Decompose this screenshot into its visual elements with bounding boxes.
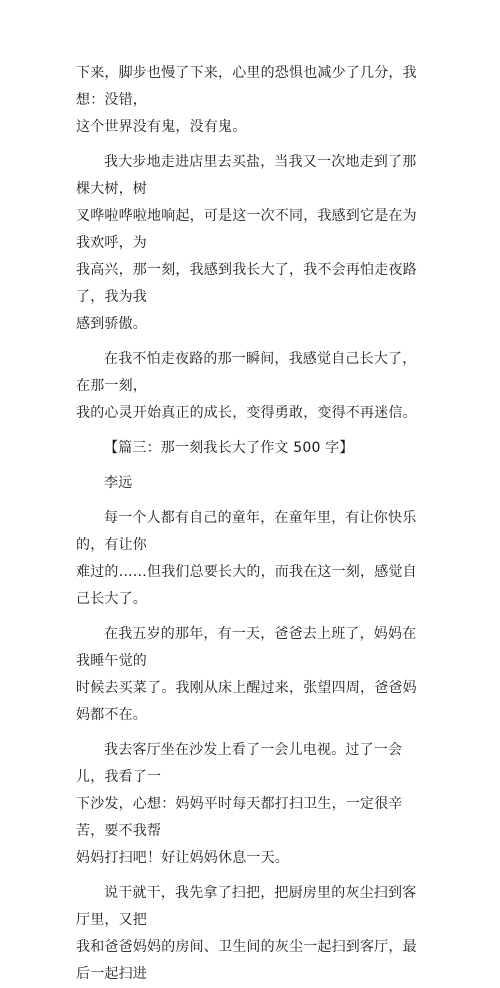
author-name <box>76 470 424 497</box>
paragraph-1 <box>76 60 424 141</box>
text-line: 在我不怕走夜路的那一瞬间，我感觉自己长大了，在那一刻， <box>76 351 417 394</box>
section-title <box>76 435 424 462</box>
paragraph-6 <box>76 737 424 872</box>
text-line: 下来，脚步也慢了下来，心里的恐惧也减少了几分，我想：没错， <box>76 65 417 108</box>
section-title-text: 【篇三：那一刻我长大了作文 500 字】 <box>104 440 354 456</box>
paragraph-7 <box>76 880 424 988</box>
text-line: 每一个人都有自己的童年，在童年里，有让你快乐的，有让你 <box>76 510 417 553</box>
paragraph-3 <box>76 346 424 427</box>
text-line: 难过的……但我们总要长大的，而我在这一刻，感觉自己长大了。 <box>76 564 417 607</box>
paragraph-5 <box>76 621 424 729</box>
text-line: 我的心灵开始真正的成长，变得勇敢，变得不再迷信。 <box>76 405 417 421</box>
paragraph-4 <box>76 505 424 613</box>
text-line: 在我五岁的那年，有一天，爸爸去上班了，妈妈在我睡午觉的 <box>76 626 417 669</box>
author-name-text: 李远 <box>104 475 133 491</box>
text-line: 我高兴，那一刻，我感到我长大了，我不会再怕走夜路了，我为我 <box>76 262 417 305</box>
text-line: 叉哗啦哗啦地响起，可是这一次不同，我感到它是在为我欢呼，为 <box>76 208 417 251</box>
text-line: 说干就干，我先拿了扫把，把厨房里的灰尘扫到客厅里，又把 <box>76 885 417 928</box>
text-line: 我去客厅坐在沙发上看了一会儿电视。过了一会儿，我看了一 <box>76 742 403 785</box>
paragraph-2 <box>76 149 424 338</box>
text-line: 时候去买菜了。我刚从床上醒过来，张望四周，爸爸妈妈都不在。 <box>76 680 417 723</box>
text-line: 这个世界没有鬼，没有鬼。 <box>76 119 247 135</box>
text-line: 感到骄傲。 <box>76 316 147 332</box>
text-line: 我大步地走进店里去买盐，当我又一次地走到了那棵大树，树 <box>76 154 417 197</box>
text-line: 下沙发，心想：妈妈平时每天都打扫卫生，一定很辛苦，要不我帮 <box>76 796 403 839</box>
text-line: 妈妈打扫吧！好让妈妈休息一天。 <box>76 850 289 866</box>
text-line: 我和爸爸妈妈的房间、卫生间的灰尘一起扫到客厅，最后一起扫进 <box>76 939 417 982</box>
